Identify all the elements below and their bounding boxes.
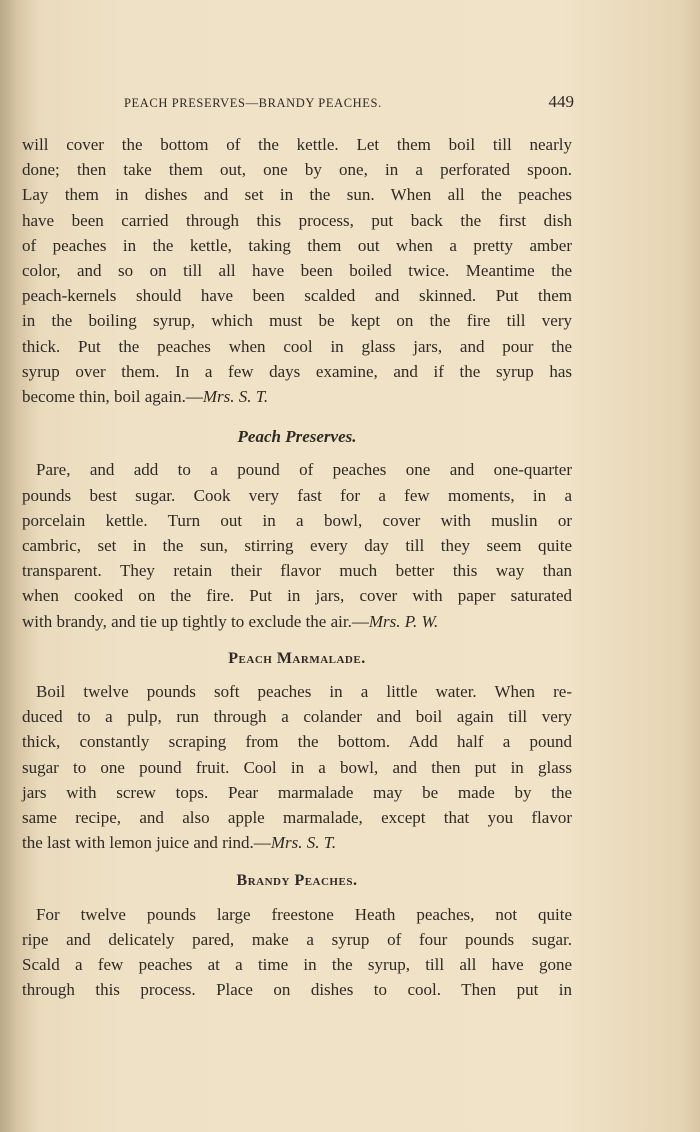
recipe-signature: Mrs. S. T. [270, 833, 337, 853]
text-line: pounds best sugar. Cook very fast for a few moments, in a [22, 485, 572, 505]
recipe-paragraph-peach-preserves [22, 457, 572, 633]
text-line: duced to a pulp, run through a colander and boil again till very [22, 707, 572, 727]
recipe-signature: Mrs. P. W. [368, 611, 439, 631]
text-line-content: become thin, boil again.— [22, 387, 203, 407]
text-line: thick, constantly scraping from the bottom. Add half a pound [22, 732, 572, 752]
continuation-paragraph [22, 132, 572, 409]
page-body [22, 132, 572, 1003]
text-line: color, and so on till all have been boiled twice. Meantime the [22, 261, 572, 281]
recipe-heading-brandy-peaches: Brandy Peaches. [236, 872, 358, 890]
running-head: PEACH PRESERVES—BRANDY PEACHES. [124, 96, 382, 110]
text-line-content: with brandy, and tie up tightly to exclude the air.— [22, 611, 369, 631]
recipe-paragraph-brandy-peaches [22, 902, 572, 1003]
text-line: Lay them in dishes and set in the sun. When all the peaches [22, 185, 572, 205]
text-line: when cooked on the fire. Put in jars, cover with paper saturated [22, 586, 572, 606]
text-line: syrup over them. In a few days examine, and if the syrup has [22, 361, 572, 381]
text-line: peach-kernels should have been scalded and skinned. Put them [22, 286, 572, 306]
text-line [22, 830, 572, 855]
page-header [124, 92, 574, 116]
text-line: porcelain kettle. Turn out in a bowl, cover with muslin or [22, 510, 572, 530]
page-number: 449 [548, 92, 574, 111]
text-line: Scald a few peaches at a time in the syrup, till all have gone [22, 955, 572, 975]
text-line: ripe and delicately pared, make a syrup of four pounds sugar. [22, 929, 572, 949]
text-line: done; then take them out, one by one, in a perforated spoon. [22, 160, 572, 180]
text-line: same recipe, and also apple marmalade, except that you flavor [22, 808, 572, 828]
text-line: Pare, and add to a pound of peaches one and one-quarter [36, 460, 572, 480]
recipe-heading-peach-marmalade: Peach Marmalade. [228, 649, 366, 667]
recipe-signature: Mrs. S. T. [202, 387, 269, 407]
text-line: For twelve pounds large freestone Heath peaches, not quite [36, 904, 572, 924]
text-line [22, 384, 572, 409]
text-line: have been carried through this process, put back the first dish [22, 210, 572, 230]
text-line: will cover the bottom of the kettle. Let them boil till nearly [22, 135, 572, 154]
text-line: through this process. Place on dishes to cool. Then put in [22, 980, 572, 1000]
text-line: Boil twelve pounds soft peaches in a little water. When re- [36, 682, 572, 702]
text-line [22, 609, 572, 634]
recipe-paragraph-peach-marmalade [22, 679, 572, 855]
text-line: thick. Put the peaches when cool in glass jars, and pour the [22, 336, 572, 356]
text-line-content: the last with lemon juice and rind.— [22, 833, 271, 853]
recipe-heading-peach-preserves: Peach Preserves. [237, 427, 357, 447]
text-line: in the boiling syrup, which must be kept on the fire till very [22, 311, 572, 331]
text-line: transparent. They retain their flavor much better this way than [22, 561, 572, 581]
text-line: cambric, set in the sun, stirring every day till they seem quite [22, 536, 572, 556]
text-line: jars with screw tops. Pear marmalade may be made by the [22, 782, 572, 802]
text-line: of peaches in the kettle, taking them out when a pretty amber [22, 235, 572, 255]
text-line: sugar to one pound fruit. Cool in a bowl, and then put in glass [22, 757, 572, 777]
